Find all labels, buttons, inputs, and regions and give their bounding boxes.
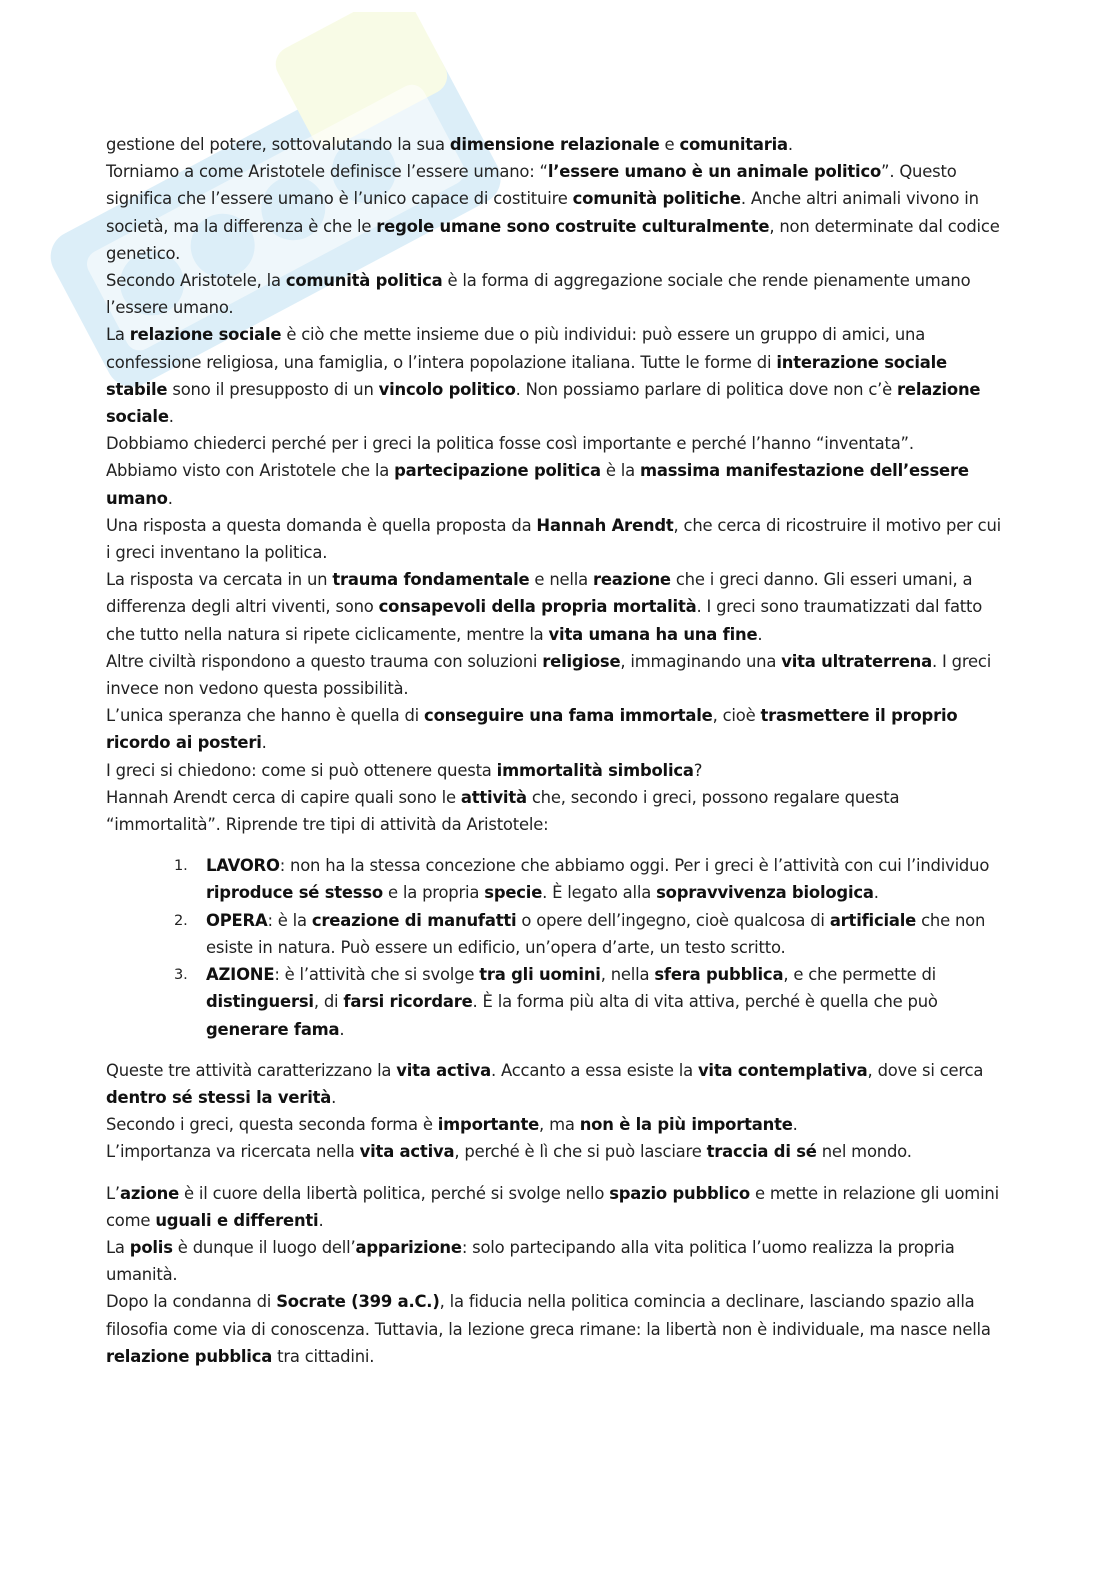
paragraph xyxy=(106,321,1008,430)
bold-text: Socrate (399 a.C.) xyxy=(276,1292,440,1312)
text-run: Secondo Aristotele, la xyxy=(106,271,286,291)
bold-text: tra gli uomini xyxy=(479,965,601,985)
text-run: , che cerca di ricostruire il motivo per cui i greci inventano la politica. xyxy=(106,515,1001,563)
paragraph xyxy=(106,457,1008,511)
bold-text: LAVORO xyxy=(206,856,280,876)
bold-text: traccia di sé xyxy=(706,1142,817,1162)
text-run: L’ xyxy=(106,1183,120,1203)
text-run: Torniamo a come Aristotele definisce l’essere umano: “ xyxy=(106,162,548,182)
bold-text: creazione di manufatti xyxy=(311,910,517,930)
text-run: Secondo i greci, questa seconda forma è xyxy=(106,1115,438,1135)
bold-text: l’essere umano è un animale politico xyxy=(547,162,882,182)
paragraph xyxy=(106,158,1008,267)
bold-text: dentro sé stessi la verità xyxy=(106,1087,332,1107)
bold-text: massima manifestazione dell’essere umano xyxy=(106,461,969,508)
paragraph xyxy=(106,1180,1008,1234)
text-run: . xyxy=(331,1087,337,1107)
text-run: : non ha la stessa concezione che abbiamo oggi. Per i greci è l’attività con cui l’individuo xyxy=(279,856,990,876)
bold-text: OPERA xyxy=(206,910,268,930)
text-run: , ma xyxy=(539,1115,580,1135)
text-run: Abbiamo visto con Aristotele che la xyxy=(106,461,395,481)
text-run: I greci si chiedono: come si può ottenere questa xyxy=(106,760,497,780)
text-run: , dove si cerca xyxy=(867,1060,984,1080)
bold-text: dimensione relazionale xyxy=(449,135,660,154)
paragraph xyxy=(106,430,1008,457)
bold-text: Hannah Arendt xyxy=(536,515,674,535)
text-run: è il cuore della libertà politica, perché si svolge nello xyxy=(179,1183,610,1203)
text-run: L’unica speranza che hanno è quella di xyxy=(106,706,425,726)
bold-text: spazio pubblico xyxy=(609,1183,750,1203)
bold-text: azione xyxy=(119,1183,180,1203)
paragraph xyxy=(106,648,1008,702)
text-run: ? xyxy=(693,760,703,780)
bold-text: polis xyxy=(129,1237,173,1257)
bold-text: sopravvivenza biologica xyxy=(656,883,874,903)
text-run: e la propria xyxy=(382,883,485,903)
bold-text: vita activa xyxy=(396,1060,491,1080)
text-run: . I greci sono traumatizzati dal fatto che tutto nella natura si ripete ciclicamente, mentre la xyxy=(106,597,983,644)
text-run: . xyxy=(167,488,173,508)
text-run: , non determinate dal codice genetico. xyxy=(106,216,1000,263)
bold-text: non è la più importante xyxy=(579,1115,793,1135)
bold-text: generare fama xyxy=(206,1019,340,1039)
paragraph xyxy=(106,1057,1008,1111)
bold-text: immortalità simbolica xyxy=(496,760,694,780)
bold-text: specie xyxy=(484,883,543,903)
text-run: . Anche altri animali vivono in società, ma la differenza è che le xyxy=(106,189,979,236)
bold-text: comunità politica xyxy=(285,271,443,291)
bold-text: attività xyxy=(460,787,527,807)
text-run: , nella xyxy=(600,965,655,985)
text-run: . I greci invece non vedono questa possibilità. xyxy=(106,651,992,699)
text-run: , e che permette di xyxy=(783,965,937,985)
list-number: 3. xyxy=(174,966,188,984)
document-body xyxy=(106,131,1008,1370)
text-run: Dobbiamo chiederci perché per i greci la politica fosse così importante e perché l’hanno “inventata”. xyxy=(106,434,914,454)
text-run: , perché è lì che si può lasciare xyxy=(454,1142,707,1162)
bold-text: comunità politiche xyxy=(572,189,741,209)
text-run: è ciò che mette insieme due o più individui: può essere un gruppo di amici, una confessione religiosa, una famiglia, o l’intera popolazione italiana. Tutte le forme di xyxy=(106,325,926,372)
section-gap xyxy=(106,1166,1008,1180)
list-item xyxy=(106,961,1008,1043)
text-run: sono il presupposto di un xyxy=(167,379,379,399)
text-run: o opere dell’ingegno, cioè qualcosa di xyxy=(516,910,830,930)
text-run: , la fiducia nella politica comincia a declinare, lasciando spazio alla filosofia come via di conoscenza. Tuttavia, la lezione greca rimane: la libertà non è individuale, ma nasce nella xyxy=(106,1292,991,1339)
bold-text: vincolo politico xyxy=(378,379,516,399)
text-run: nel mondo. xyxy=(816,1142,912,1162)
bold-text: apparizione xyxy=(355,1237,462,1257)
list-item xyxy=(106,907,1008,961)
text-run: . xyxy=(873,883,879,903)
text-run: tra cittadini. xyxy=(272,1346,375,1366)
text-run: che i greci danno. Gli esseri umani, a differenza degli altri viventi, sono xyxy=(106,570,973,617)
text-run: è la forma di aggregazione sociale che rende pienamente umano l’essere umano. xyxy=(106,271,971,318)
paragraph xyxy=(106,757,1008,784)
paragraph xyxy=(106,1111,1008,1138)
text-run: . Accanto a essa esiste la xyxy=(490,1060,698,1080)
bold-text: sfera pubblica xyxy=(654,965,784,985)
paragraph xyxy=(106,784,1008,838)
bold-text: interazione sociale stabile xyxy=(106,352,947,399)
bold-text: importante xyxy=(437,1115,540,1135)
paragraph xyxy=(106,267,1008,321)
bold-text: regole umane sono costruite culturalmente xyxy=(376,216,770,236)
bold-text: relazione pubblica xyxy=(106,1346,273,1366)
text-run: , di xyxy=(313,992,344,1012)
paragraph-group-vita-activa xyxy=(106,1057,1008,1166)
paragraph-group-intro xyxy=(106,131,1008,838)
paragraph xyxy=(106,566,1008,648)
bold-text: artificiale xyxy=(829,910,917,930)
text-run: La xyxy=(106,1237,130,1257)
bold-text: religiose xyxy=(542,651,621,671)
text-run: Una risposta a questa domanda è quella proposta da xyxy=(106,515,537,535)
text-run: gestione del potere, sottovalutando la sua xyxy=(106,135,450,154)
text-run: . xyxy=(787,135,793,154)
bold-text: riproduce sé stesso xyxy=(206,883,383,903)
text-run: L’importanza va ricercata nella xyxy=(106,1142,360,1162)
bold-text: trasmettere il proprio ricordo ai posteri xyxy=(106,706,958,753)
list-item xyxy=(106,852,1008,906)
paragraph xyxy=(106,702,1008,756)
text-run: , cioè xyxy=(712,706,761,726)
text-run: : è la xyxy=(267,910,312,930)
paragraph xyxy=(106,1138,1008,1165)
text-run: e xyxy=(659,135,680,154)
bold-text: relazione sociale xyxy=(106,379,981,427)
paragraph xyxy=(106,1288,1008,1370)
bold-text: farsi ricordare xyxy=(343,992,473,1012)
paragraph xyxy=(106,131,1008,158)
list-number: 2. xyxy=(174,911,188,929)
activities-list xyxy=(106,852,1008,1042)
bold-text: relazione sociale xyxy=(129,325,282,345)
text-run: e mette in relazione gli uomini come xyxy=(106,1183,999,1230)
text-run: . Non possiamo parlare di politica dove non c’è xyxy=(515,379,898,399)
text-run: . xyxy=(261,733,267,753)
text-run: Dopo la condanna di xyxy=(106,1292,277,1312)
text-run: . xyxy=(318,1210,324,1230)
text-run: : è l’attività che si svolge xyxy=(274,965,480,985)
text-run: Hannah Arendt cerca di capire quali sono le xyxy=(106,787,461,807)
text-run: . È la forma più alta di vita attiva, perché è quella che può xyxy=(472,992,938,1012)
bold-text: comunitaria xyxy=(679,135,788,154)
bold-text: AZIONE xyxy=(206,965,275,985)
bold-text: vita ultraterrena xyxy=(781,651,932,671)
text-run: . xyxy=(168,407,174,427)
text-run: , immaginando una xyxy=(620,651,782,671)
bold-text: conseguire una fama immortale xyxy=(424,706,713,726)
bold-text: partecipazione politica xyxy=(394,461,601,481)
text-run: La risposta va cercata in un xyxy=(106,570,333,590)
bold-text: distinguersi xyxy=(206,992,314,1012)
bold-text: consapevoli della propria mortalità xyxy=(378,597,697,617)
paragraph xyxy=(106,512,1008,566)
bold-text: uguali e differenti xyxy=(155,1210,319,1230)
bold-text: trauma fondamentale xyxy=(332,570,530,590)
text-run: La xyxy=(106,325,130,345)
text-run: ”. Questo significa che l’essere umano è l’unico capace di costituire xyxy=(106,162,957,209)
text-run: Altre civiltà rispondono a questo trauma con soluzioni xyxy=(106,651,543,671)
bold-text: vita activa xyxy=(359,1142,455,1162)
text-run: . xyxy=(792,1115,798,1135)
text-run: . xyxy=(757,624,763,644)
paragraph-group-azione xyxy=(106,1180,1008,1370)
text-run: è dunque il luogo dell’ xyxy=(172,1237,356,1257)
text-run: : solo partecipando alla vita politica l’uomo realizza la propria umanità. xyxy=(106,1237,955,1285)
text-run: . È legato alla xyxy=(542,883,657,903)
text-run: . xyxy=(339,1019,345,1039)
paragraph xyxy=(106,1234,1008,1288)
list-number: 1. xyxy=(174,857,188,875)
bold-text: reazione xyxy=(592,570,671,590)
text-run: Queste tre attività caratterizzano la xyxy=(106,1060,397,1080)
text-run: è la xyxy=(600,461,640,481)
text-run: e nella xyxy=(529,570,593,590)
bold-text: vita contemplativa xyxy=(697,1060,868,1080)
text-run: che, secondo i greci, possono regalare questa “immortalità”. Riprende tre tipi di attività da Aristotele: xyxy=(106,787,900,835)
text-run: che non esiste in natura. Può essere un edificio, un’opera d’arte, un testo scritto. xyxy=(206,910,986,957)
bold-text: vita umana ha una fine xyxy=(548,624,758,644)
